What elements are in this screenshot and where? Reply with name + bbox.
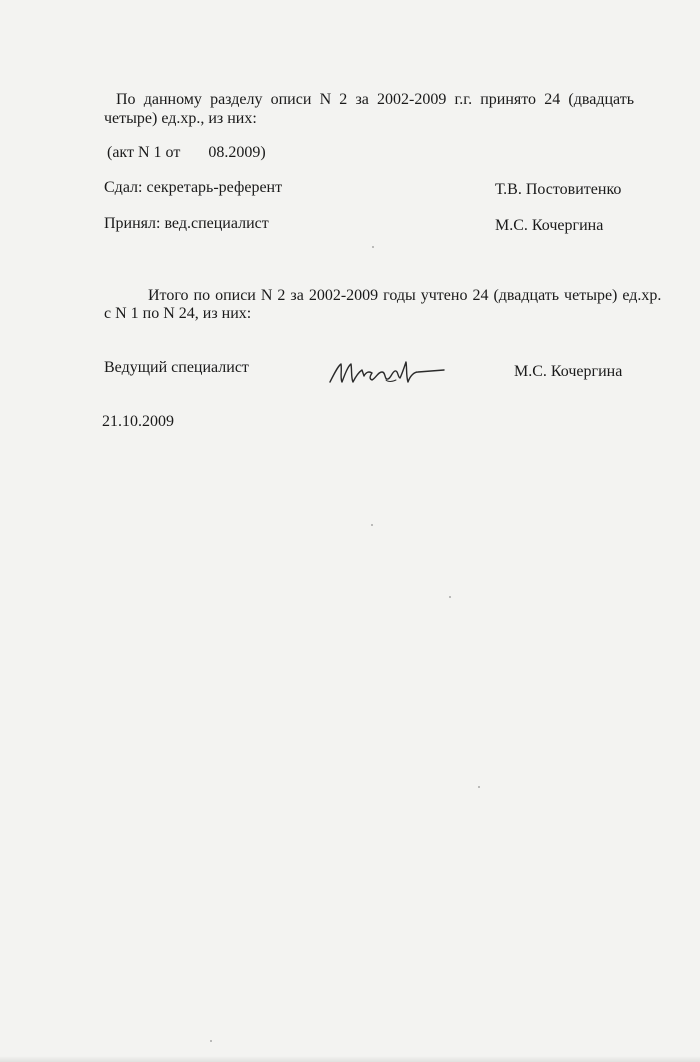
summary-line-2: четыре) ед.хр., из них:: [104, 110, 257, 127]
scan-speck: [372, 246, 374, 248]
scan-speck: [449, 596, 451, 598]
scan-speck: [210, 1040, 212, 1042]
act-reference: (акт N 1 от 08.2009): [107, 144, 266, 161]
gave-name: Т.В. Постовитенко: [495, 181, 622, 198]
signatory-name: М.С. Кочергина: [514, 363, 623, 380]
page-edge-shadow: [0, 1056, 700, 1062]
summary-line-1: По данному разделу описи N 2 за 2002-2009 г.г. принято 24 (двадцать: [116, 91, 634, 108]
total-line-2: с N 1 по N 24, из них:: [104, 305, 252, 322]
received-role: Принял: вед.специалист: [104, 215, 269, 232]
scan-speck: [371, 524, 373, 526]
signatory-role: Ведущий специалист: [104, 359, 249, 376]
scan-speck: [478, 786, 480, 788]
gave-role: Сдал: секретарь-референт: [104, 179, 283, 196]
handwritten-signature: [326, 354, 456, 388]
document-date: 21.10.2009: [102, 413, 174, 430]
total-line-1: Итого по описи N 2 за 2002-2009 годы учтено 24 (двадцать четыре) ед.хр.: [148, 287, 662, 304]
received-name: М.С. Кочергина: [495, 217, 604, 234]
